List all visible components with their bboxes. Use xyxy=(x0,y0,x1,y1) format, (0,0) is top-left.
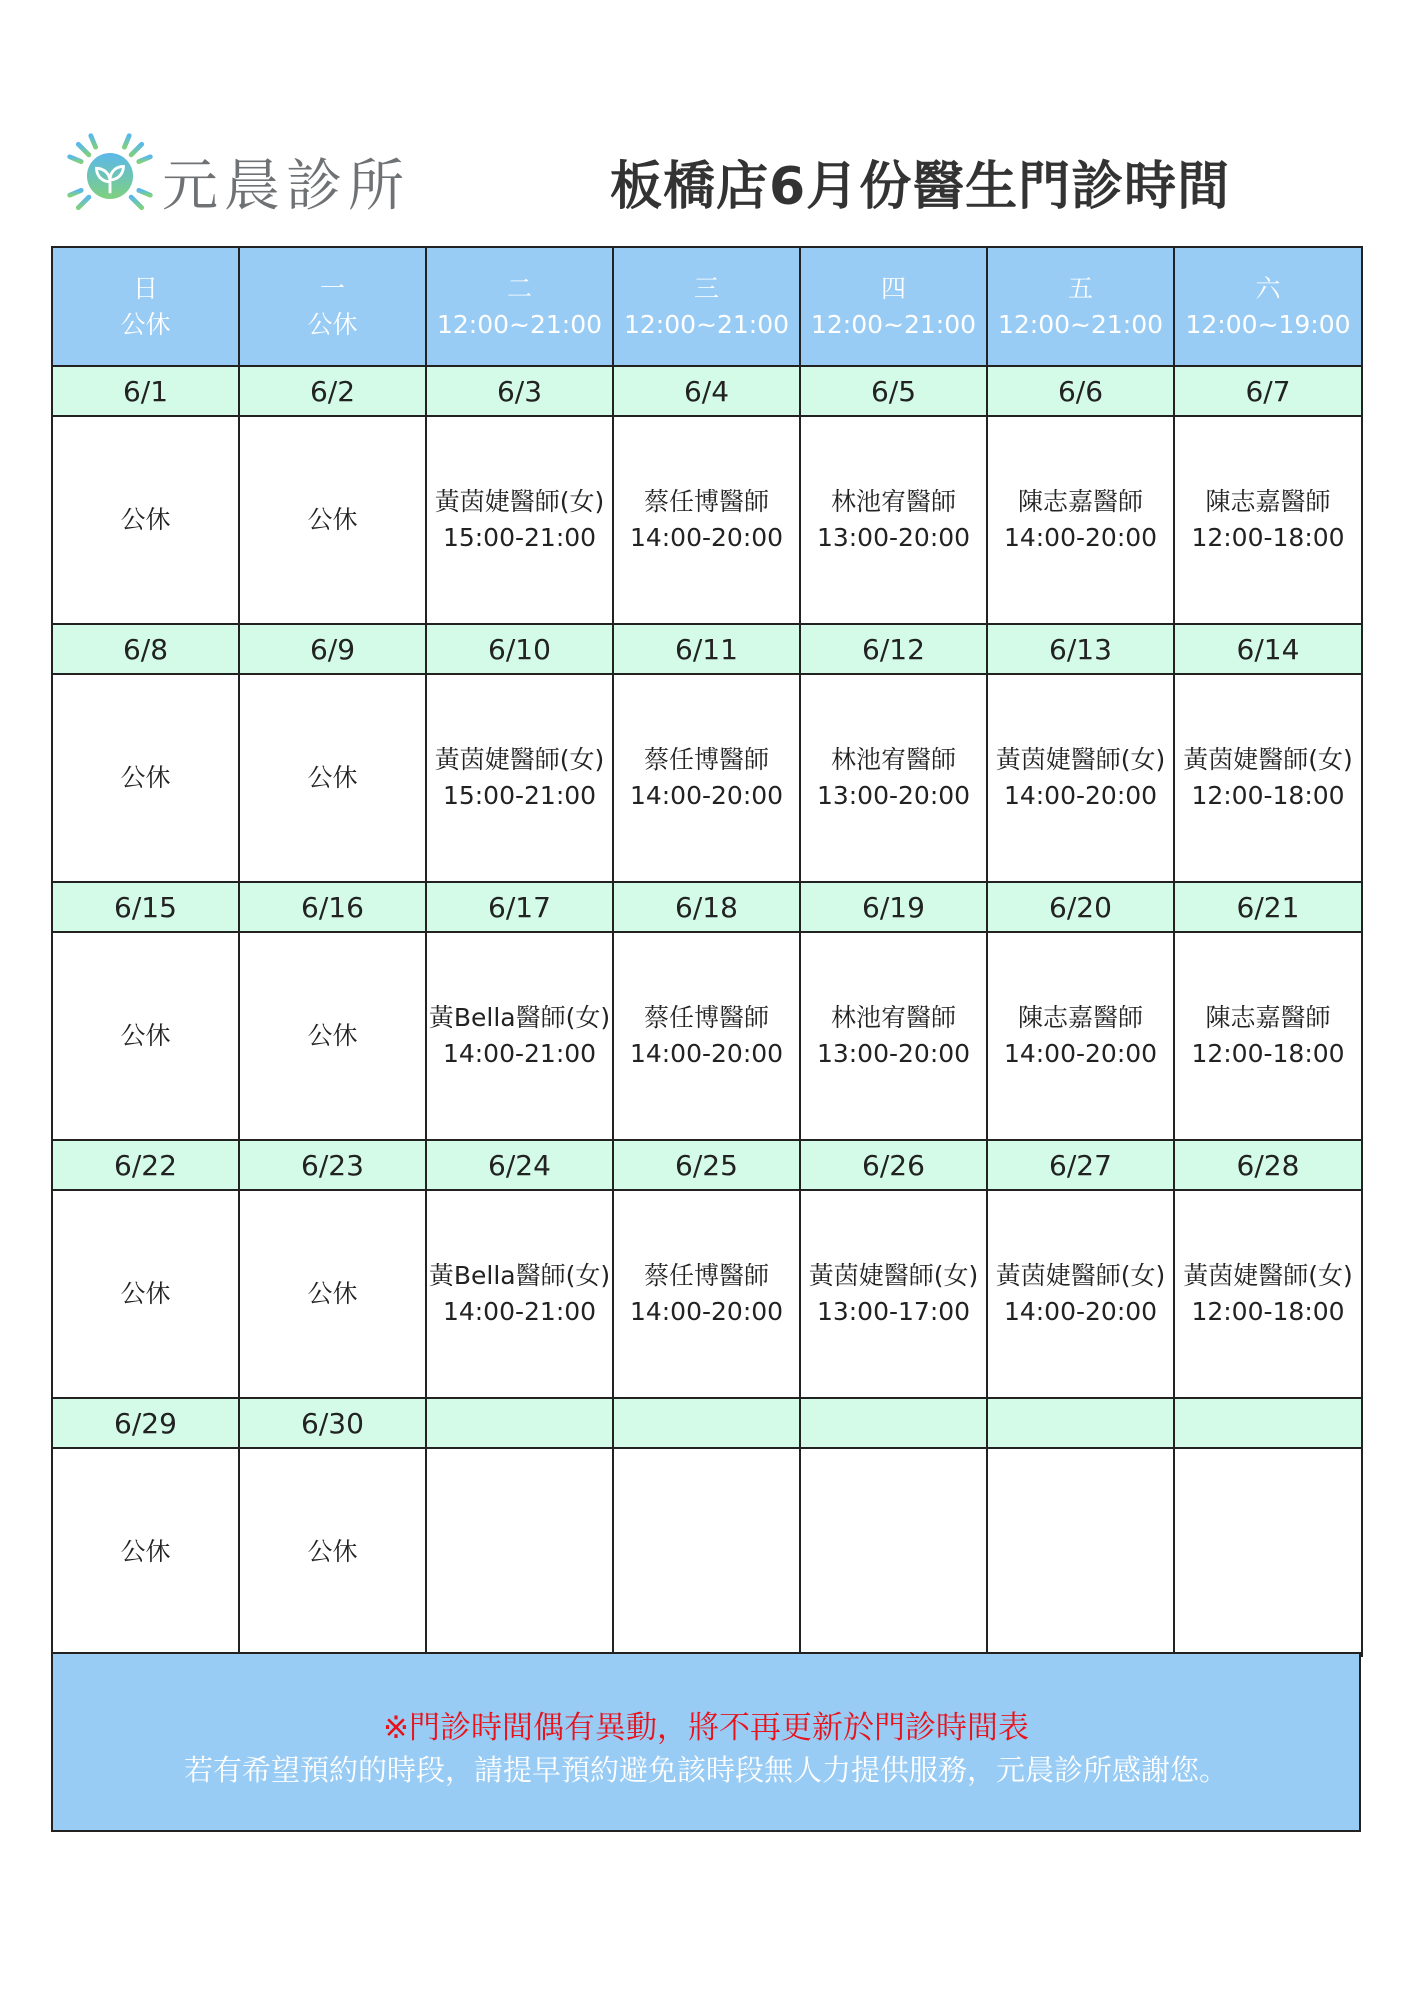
clinic-brand-name: 元晨診所 xyxy=(162,154,410,219)
schedule-cell xyxy=(52,416,239,624)
date-cell: 6/3 xyxy=(426,366,613,416)
doctor-name: 陳志嘉醫師 xyxy=(1205,487,1331,516)
date-cell xyxy=(613,1398,800,1448)
date-cell: 6/17 xyxy=(426,882,613,932)
schedule-cell xyxy=(426,932,613,1140)
doctor-name: 陳志嘉醫師 xyxy=(1017,1003,1143,1032)
date-cell: 6/5 xyxy=(800,366,987,416)
date-cell: 6/6 xyxy=(987,366,1174,416)
doctor-name: 公休 xyxy=(307,763,358,792)
schedule-table xyxy=(51,246,1363,1657)
date-cell: 6/29 xyxy=(52,1398,239,1448)
clinic-hours: 13:00-20:00 xyxy=(816,1039,971,1068)
clinic-hours: 13:00-20:00 xyxy=(816,781,971,810)
schedule-cell xyxy=(426,1448,613,1656)
date-cell: 6/1 xyxy=(52,366,239,416)
doctor-name: 公休 xyxy=(307,1279,358,1308)
page-header xyxy=(0,0,1414,240)
clinic-hours: 14:00-21:00 xyxy=(442,1297,597,1326)
schedule-row xyxy=(52,1190,1362,1398)
weekday-header: 三 12:00~21:00 xyxy=(613,247,800,366)
schedule-cell xyxy=(1174,416,1362,624)
schedule-cell xyxy=(613,932,800,1140)
schedule-cell xyxy=(1174,1190,1362,1398)
doctor-name: 蔡任博醫師 xyxy=(643,487,769,516)
date-cell xyxy=(800,1398,987,1448)
date-cell: 6/8 xyxy=(52,624,239,674)
date-cell: 6/13 xyxy=(987,624,1174,674)
date-cell: 6/7 xyxy=(1174,366,1362,416)
date-cell: 6/24 xyxy=(426,1140,613,1190)
schedule-cell xyxy=(1174,1448,1362,1656)
schedule-cell xyxy=(239,674,426,882)
date-cell: 6/9 xyxy=(239,624,426,674)
date-cell: 6/14 xyxy=(1174,624,1362,674)
doctor-name: 蔡任博醫師 xyxy=(643,1003,769,1032)
schedule-cell xyxy=(426,416,613,624)
doctor-name: 公休 xyxy=(307,1537,358,1566)
schedule-cell xyxy=(52,1190,239,1398)
schedule-cell xyxy=(987,416,1174,624)
doctor-name: 蔡任博醫師 xyxy=(643,745,769,774)
schedule-cell xyxy=(239,932,426,1140)
doctor-name: 蔡任博醫師 xyxy=(643,1261,769,1290)
clinic-hours: 14:00-20:00 xyxy=(629,781,784,810)
doctor-name: 公休 xyxy=(120,1021,171,1050)
clinic-hours: 14:00-20:00 xyxy=(1003,1297,1158,1326)
clinic-hours: 14:00-21:00 xyxy=(442,1039,597,1068)
weekday-header: 四 12:00~21:00 xyxy=(800,247,987,366)
clinic-hours: 14:00-20:00 xyxy=(629,1297,784,1326)
clinic-hours: 15:00-21:00 xyxy=(442,781,597,810)
doctor-name: 黃茵婕醫師(女) xyxy=(995,1261,1166,1290)
schedule-cell xyxy=(613,1190,800,1398)
date-cell: 6/11 xyxy=(613,624,800,674)
schedule-cell xyxy=(800,1448,987,1656)
date-cell: 6/4 xyxy=(613,366,800,416)
date-cell: 6/18 xyxy=(613,882,800,932)
doctor-name: 黃茵婕醫師(女) xyxy=(434,745,605,774)
clinic-hours: 14:00-20:00 xyxy=(1003,781,1158,810)
schedule-cell xyxy=(52,674,239,882)
appointment-message: 若有希望預約的時段，請提早預約避免該時段無人力提供服務，元晨診所感謝您。 xyxy=(183,1753,1228,1787)
date-cell: 6/28 xyxy=(1174,1140,1362,1190)
clinic-hours: 13:00-17:00 xyxy=(816,1297,971,1326)
page-title: 板橋店6月份醫生門診時間 xyxy=(610,157,1231,217)
date-row xyxy=(52,366,1362,416)
doctor-name: 公休 xyxy=(307,1021,358,1050)
doctor-name: 公休 xyxy=(120,1279,171,1308)
doctor-name: 公休 xyxy=(120,1537,171,1566)
date-row xyxy=(52,1140,1362,1190)
clinic-hours: 13:00-20:00 xyxy=(816,523,971,552)
doctor-name: 公休 xyxy=(120,505,171,534)
date-cell: 6/15 xyxy=(52,882,239,932)
schedule-cell xyxy=(987,1448,1174,1656)
doctor-name: 陳志嘉醫師 xyxy=(1205,1003,1331,1032)
date-cell: 6/30 xyxy=(239,1398,426,1448)
schedule-cell xyxy=(1174,932,1362,1140)
clinic-hours: 12:00-18:00 xyxy=(1191,523,1345,552)
date-cell: 6/19 xyxy=(800,882,987,932)
date-cell: 6/10 xyxy=(426,624,613,674)
schedule-row xyxy=(52,416,1362,624)
clinic-hours: 14:00-20:00 xyxy=(629,1039,784,1068)
schedule-cell xyxy=(239,1448,426,1656)
doctor-name: 黃茵婕醫師(女) xyxy=(808,1261,979,1290)
schedule-cell xyxy=(987,674,1174,882)
clinic-hours: 12:00-18:00 xyxy=(1191,1297,1345,1326)
doctor-name: 陳志嘉醫師 xyxy=(1017,487,1143,516)
doctor-name: 林池宥醫師 xyxy=(830,487,956,516)
schedule-row xyxy=(52,1448,1362,1656)
schedule-cell xyxy=(426,1190,613,1398)
doctor-name: 林池宥醫師 xyxy=(830,1003,956,1032)
schedule-cell xyxy=(613,1448,800,1656)
date-cell: 6/25 xyxy=(613,1140,800,1190)
schedule-row xyxy=(52,674,1362,882)
doctor-name: 黃茵婕醫師(女) xyxy=(1183,745,1353,774)
footer-notice-box xyxy=(51,1652,1361,1832)
schedule-cell xyxy=(800,1190,987,1398)
schedule-cell xyxy=(987,1190,1174,1398)
clinic-hours: 12:00-18:00 xyxy=(1191,781,1345,810)
schedule-cell xyxy=(239,1190,426,1398)
date-cell xyxy=(1174,1398,1362,1448)
schedule-cell xyxy=(613,416,800,624)
doctor-name: 林池宥醫師 xyxy=(830,745,956,774)
doctor-name: 公休 xyxy=(120,763,171,792)
schedule-cell xyxy=(426,674,613,882)
clinic-hours: 14:00-20:00 xyxy=(1003,523,1158,552)
clinic-hours: 12:00-18:00 xyxy=(1191,1039,1345,1068)
clinic-hours: 14:00-20:00 xyxy=(629,523,784,552)
clinic-hours: 15:00-21:00 xyxy=(442,523,597,552)
date-cell: 6/20 xyxy=(987,882,1174,932)
schedule-cell xyxy=(239,416,426,624)
weekday-header: 五 12:00~21:00 xyxy=(987,247,1174,366)
doctor-name: 公休 xyxy=(307,505,358,534)
clinic-hours: 14:00-20:00 xyxy=(1003,1039,1158,1068)
weekday-header: 日 公休 xyxy=(52,247,239,366)
date-cell: 6/12 xyxy=(800,624,987,674)
schedule-cell xyxy=(52,1448,239,1656)
schedule-row xyxy=(52,932,1362,1140)
doctor-name: 黃Bella醫師(女) xyxy=(428,1261,611,1290)
doctor-name: 黃茵婕醫師(女) xyxy=(995,745,1166,774)
schedule-cell xyxy=(1174,674,1362,882)
date-cell: 6/2 xyxy=(239,366,426,416)
schedule-cell xyxy=(52,932,239,1140)
date-cell: 6/21 xyxy=(1174,882,1362,932)
sun-sprout-logo-icon xyxy=(62,128,158,224)
date-row xyxy=(52,1398,1362,1448)
schedule-cell xyxy=(800,674,987,882)
schedule-cell xyxy=(800,932,987,1140)
date-cell: 6/22 xyxy=(52,1140,239,1190)
doctor-name: 黃茵婕醫師(女) xyxy=(1183,1261,1353,1290)
date-cell xyxy=(426,1398,613,1448)
doctor-name: 黃Bella醫師(女) xyxy=(428,1003,611,1032)
weekday-header: 一 公休 xyxy=(239,247,426,366)
date-cell: 6/26 xyxy=(800,1140,987,1190)
weekday-header-row xyxy=(52,247,1362,366)
date-row xyxy=(52,882,1362,932)
date-cell: 6/27 xyxy=(987,1140,1174,1190)
date-row xyxy=(52,624,1362,674)
date-cell xyxy=(987,1398,1174,1448)
date-cell: 6/23 xyxy=(239,1140,426,1190)
doctor-name: 黃茵婕醫師(女) xyxy=(434,487,605,516)
weekday-header: 二 12:00~21:00 xyxy=(426,247,613,366)
schedule-cell xyxy=(987,932,1174,1140)
schedule-cell xyxy=(613,674,800,882)
weekday-header: 六 12:00~19:00 xyxy=(1174,247,1362,366)
date-cell: 6/16 xyxy=(239,882,426,932)
schedule-cell xyxy=(800,416,987,624)
change-notice: ※門診時間偶有異動，將不再更新於門診時間表 xyxy=(383,1710,1029,1746)
